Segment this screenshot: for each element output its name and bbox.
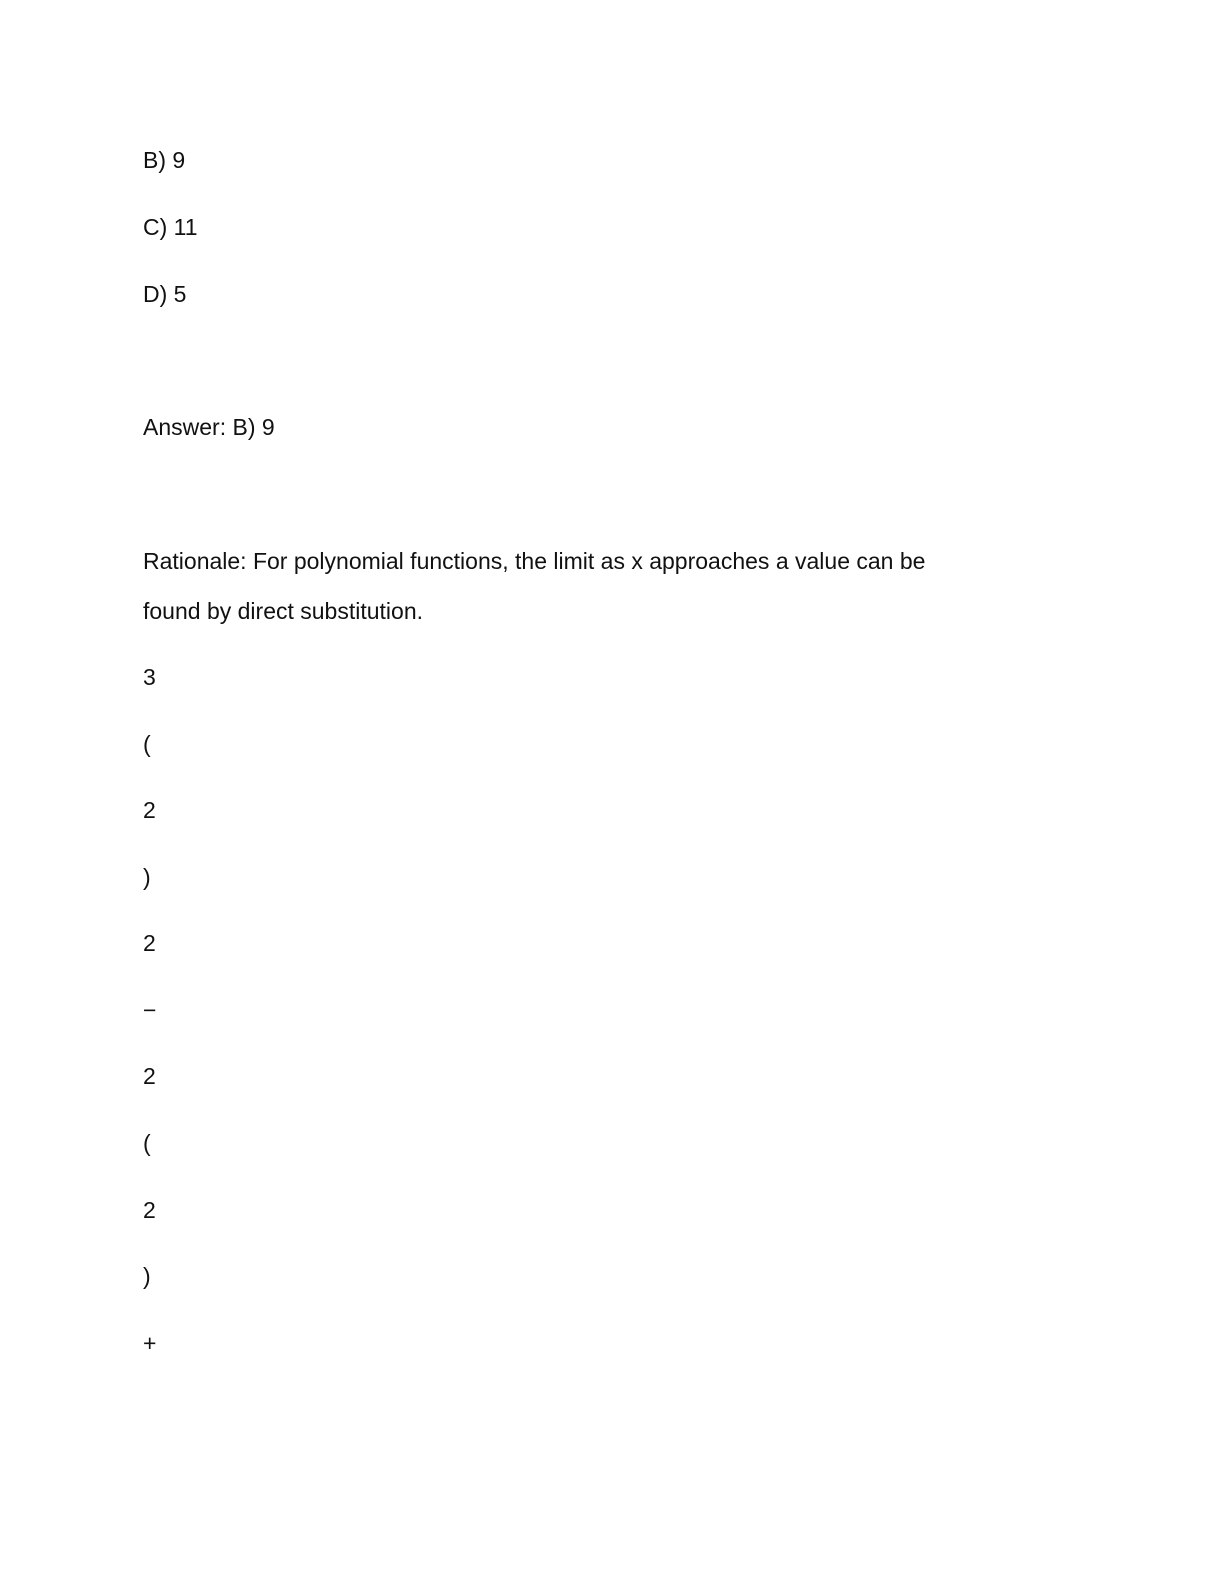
- option-b: B) 9: [143, 147, 186, 173]
- expression-token: (: [143, 1130, 151, 1156]
- expression-token: −: [143, 997, 157, 1023]
- rationale-line-2: found by direct substitution.: [143, 598, 423, 624]
- expression-token: 3: [143, 664, 156, 690]
- answer-line: Answer: B) 9: [143, 414, 275, 440]
- expression-token: 2: [143, 1197, 156, 1223]
- rationale-line-1: Rationale: For polynomial functions, the limit as x approaches a value can be: [143, 548, 926, 574]
- expression-token: 2: [143, 797, 156, 823]
- expression-token: (: [143, 731, 151, 757]
- expression-token: 2: [143, 930, 156, 956]
- expression-token: ): [143, 864, 151, 890]
- expression-token: +: [143, 1330, 157, 1356]
- option-c: C) 11: [143, 214, 198, 240]
- expression-token: 2: [143, 1063, 156, 1089]
- expression-token: ): [143, 1263, 151, 1289]
- option-d: D) 5: [143, 281, 187, 307]
